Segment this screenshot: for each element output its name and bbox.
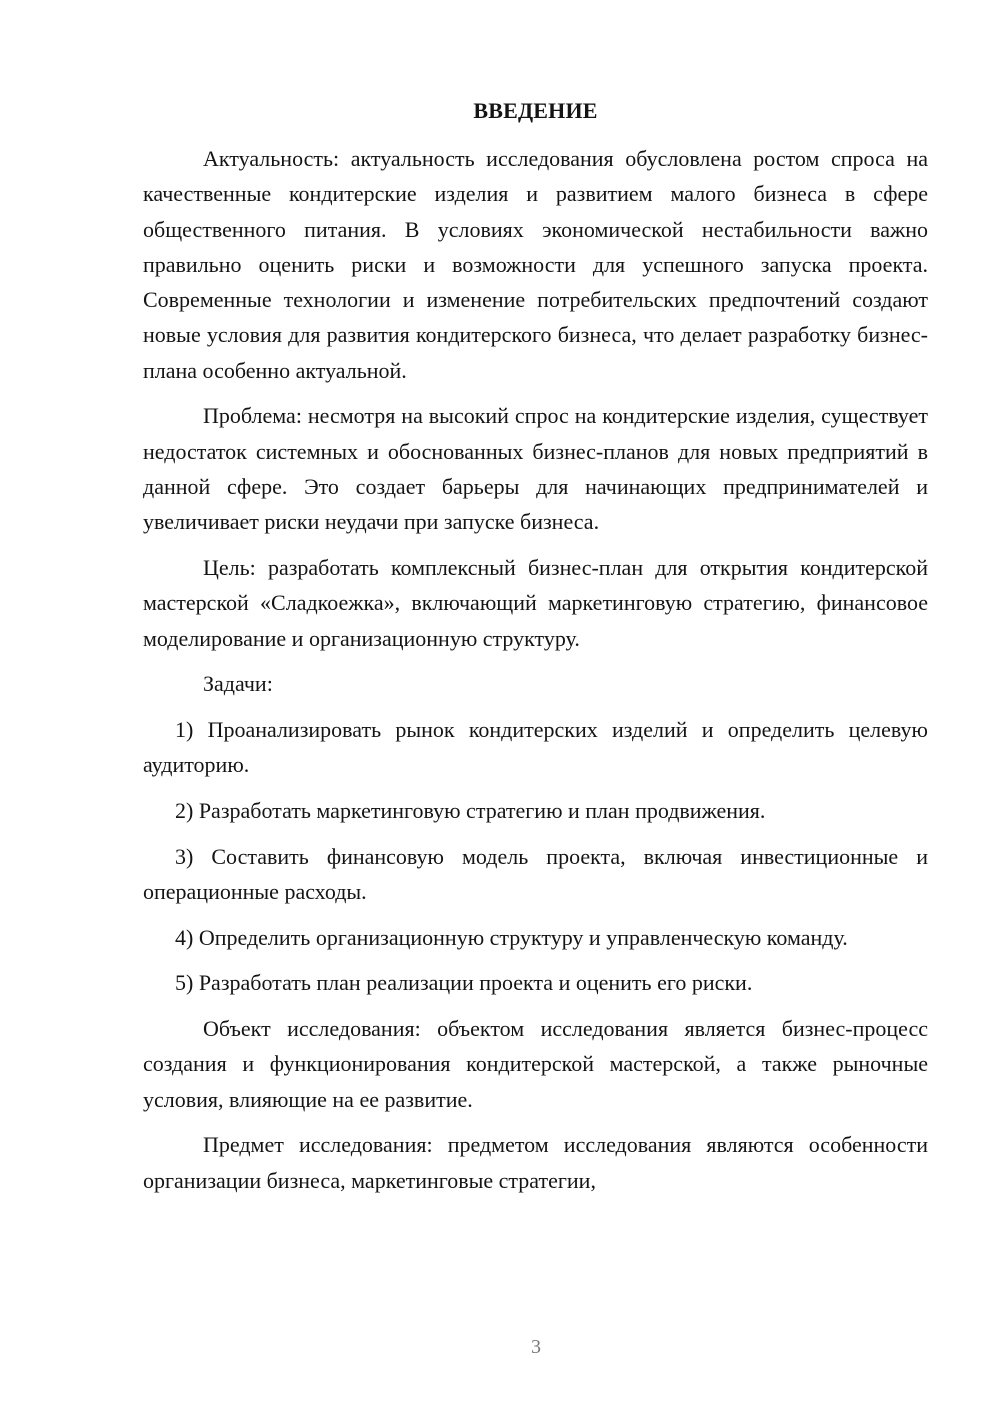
paragraph-problem: Проблема: несмотря на высокий спрос на кондитерские изделия, существует недостаток системных и обоснованных бизнес-планов для новых предприятий в данной сфере. Это создает барьеры для начинающих предпринимателей и увеличивает риски неудачи при запуске бизнеса. — [143, 403, 928, 535]
paragraph-object: Объект исследования: объектом исследования является бизнес-процесс создания и функционирования кондитерской мастерской, а также рыночные условия, влияющие на ее развитие. — [143, 1016, 928, 1112]
task-item-1: 1) Проанализировать рынок кондитерских изделий и определить целевую аудиторию. — [143, 717, 928, 778]
paragraph-goal: Цель: разработать комплексный бизнес-план для открытия кондитерской мастерской «Сладкоежка», включающий маркетинговую стратегию, финансовое моделирование и организационную структуру. — [143, 555, 928, 651]
document-body — [143, 141, 928, 1208]
task-item-2: 2) Разработать маркетинговую стратегию и план продвижения. — [175, 798, 766, 823]
paragraph-tasks-label: Задачи: — [203, 671, 273, 697]
task-item-3: 3) Составить финансовую модель проекта, включая инвестиционные и операционные расходы. — [143, 843, 928, 904]
section-heading: ВВЕДЕНИЕ — [473, 98, 598, 123]
paragraph-relevance: Актуальность: актуальность исследования обусловлена ростом спроса на качественные кондитерские изделия и развитием малого бизнеса в сфере общественного питания. В условиях экономической нестабильности важно правильно оценить риски и возможности для успешного запуска проекта. Современные технологии и изменение потребительских предпочтений создают новые условия для развития кондитерского бизнеса, что делает разработку бизнес-плана особенно актуальной. — [143, 146, 928, 383]
task-item-4: 4) Определить организационную структуру и управленческую команду. — [175, 924, 848, 950]
paragraph-subject: Предмет исследования: предметом исследования являются особенности организации бизнеса, маркетинговые стратегии, — [143, 1132, 928, 1193]
page-number: 3 — [531, 1336, 541, 1358]
task-item-5: 5) Разработать план реализации проекта и оценить его риски. — [175, 970, 753, 996]
